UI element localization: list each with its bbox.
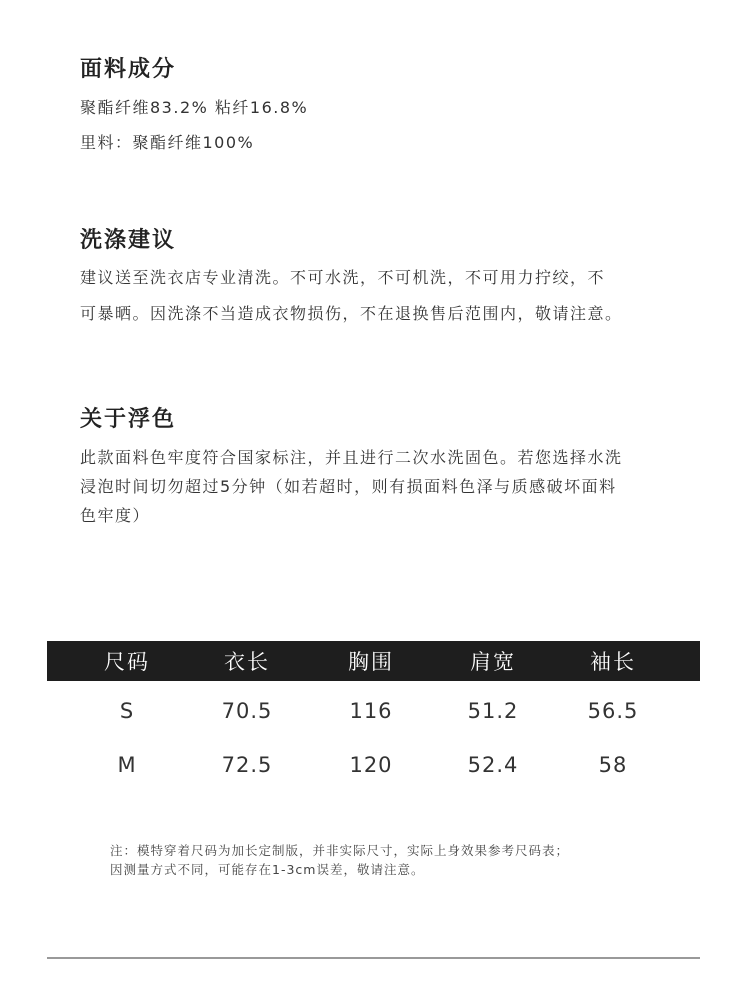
fabric-line-1: 聚酯纤维83.2% 粘纤16.8% (80, 98, 309, 117)
bottom-divider (47, 957, 700, 959)
header-shoulder: 肩宽 (470, 650, 516, 674)
cell-shoulder: 52.4 (467, 753, 519, 777)
cell-chest: 120 (349, 753, 393, 777)
cell-shoulder: 51.2 (467, 699, 519, 723)
header-size: 尺码 (104, 650, 150, 674)
header-length: 衣长 (224, 650, 270, 674)
cell-chest: 116 (349, 699, 393, 723)
header-sleeve: 袖长 (590, 650, 636, 674)
header-chest: 胸围 (348, 650, 394, 674)
cell-sleeve: 58 (598, 753, 628, 777)
fading-line-3: 色牢度） (80, 506, 151, 525)
washing-line-2: 可暴晒。因洗涤不当造成衣物损伤，不在退换售后范围内，敬请注意。 (80, 304, 623, 323)
note-line-2: 因测量方式不同，可能存在1-3cm误差，敬请注意。 (110, 862, 425, 877)
cell-length: 70.5 (221, 699, 273, 723)
fading-title: 关于浮色 (80, 407, 177, 432)
cell-size: S (119, 699, 135, 723)
washing-title: 洗涤建议 (80, 228, 177, 253)
washing-line-1: 建议送至洗衣店专业清洗。不可水洗，不可机洗，不可用力拧绞，不 (80, 268, 606, 287)
fabric-title: 面料成分 (80, 57, 177, 82)
fading-line-1: 此款面料色牢度符合国家标注，并且进行二次水洗固色。若您选择水洗 (80, 448, 623, 467)
note-line-1: 注：模特穿着尺码为加长定制版，并非实际尺寸，实际上身效果参考尺码表； (110, 843, 570, 858)
fabric-line-2: 里料：聚酯纤维100% (80, 133, 255, 152)
size-table (47, 641, 700, 777)
size-table-header (47, 641, 700, 681)
fading-line-2: 浸泡时间切勿超过5分钟（如若超时，则有损面料色泽与质感破坏面料 (80, 477, 617, 496)
cell-sleeve: 56.5 (587, 699, 639, 723)
cell-length: 72.5 (221, 753, 273, 777)
cell-size: M (117, 753, 137, 777)
